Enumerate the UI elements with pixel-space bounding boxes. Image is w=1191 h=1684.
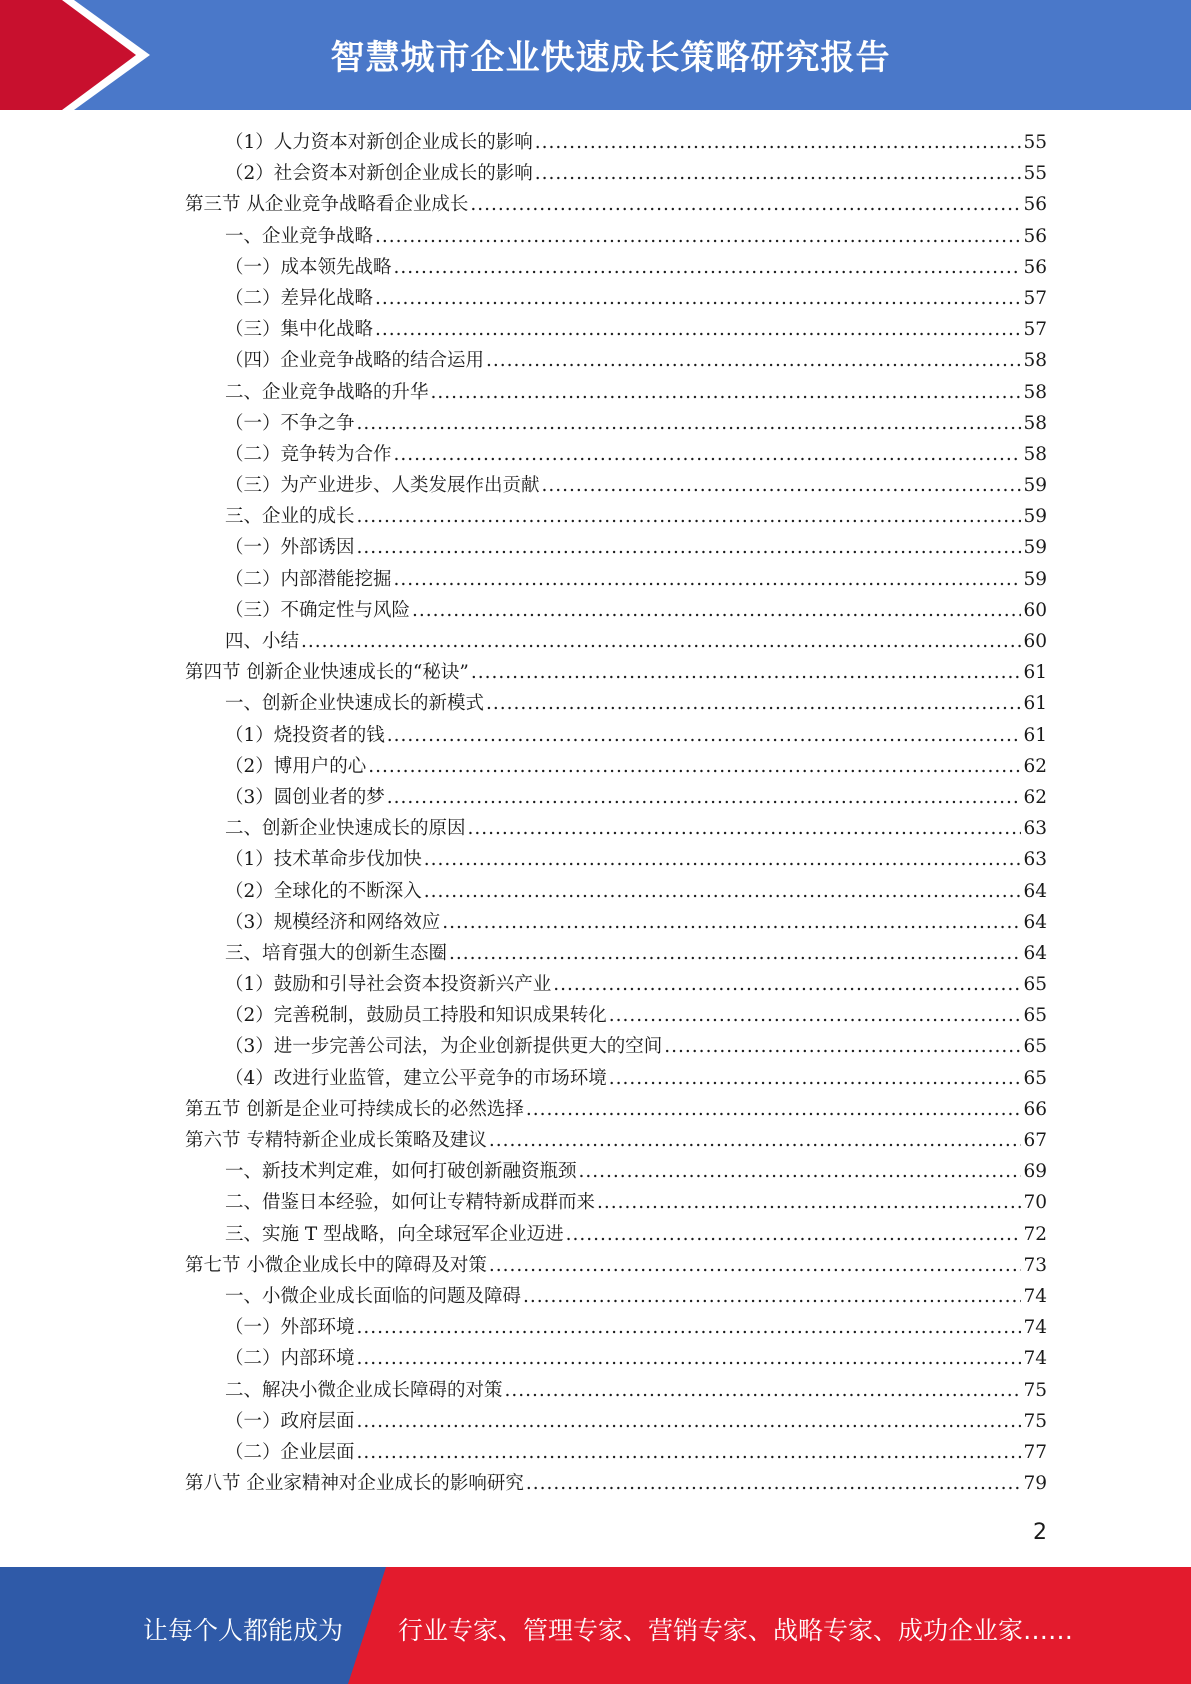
toc-entry-title: 第四节 创新企业快速成长的“秘诀” — [185, 662, 469, 684]
toc-leader-dots — [375, 319, 1021, 340]
toc-entry-page: 59 — [1023, 537, 1047, 559]
toc-entry-page: 61 — [1023, 693, 1047, 715]
toc-entry[interactable] — [185, 845, 1047, 876]
toc-entry[interactable] — [185, 596, 1047, 627]
footer-slogan-right: 行业专家、管理专家、营销专家、战略专家、成功企业家…… — [398, 1616, 1074, 1645]
toc-entry-page: 75 — [1023, 1410, 1047, 1432]
table-of-contents — [185, 128, 1047, 1500]
toc-entry-page: 61 — [1023, 724, 1047, 746]
toc-entry[interactable] — [185, 1313, 1047, 1344]
toc-entry-title: 二、解决小微企业成长障碍的对策 — [225, 1379, 503, 1401]
toc-entry-page: 74 — [1023, 1317, 1047, 1339]
toc-entry[interactable] — [185, 533, 1047, 564]
toc-entry-title: （二）内部潜能挖掘 — [225, 568, 392, 590]
page-number: 2 — [1033, 1520, 1047, 1545]
toc-entry-page: 56 — [1023, 225, 1047, 247]
toc-entry-title: （四）企业竞争战略的结合运用 — [225, 350, 485, 372]
toc-leader-dots — [542, 475, 1022, 496]
toc-entry-page: 65 — [1023, 974, 1047, 996]
toc-leader-dots — [301, 631, 1021, 652]
toc-entry[interactable] — [185, 378, 1047, 409]
toc-entry-page: 62 — [1023, 755, 1047, 777]
toc-entry-title: 第八节 企业家精神对企业成长的影响研究 — [185, 1473, 524, 1495]
toc-leader-dots — [535, 163, 1022, 184]
toc-entry-title: （一）政府层面 — [225, 1410, 355, 1432]
toc-leader-dots — [442, 912, 1021, 933]
toc-leader-dots — [368, 756, 1021, 777]
toc-entry[interactable] — [185, 1032, 1047, 1063]
toc-entry[interactable] — [185, 1376, 1047, 1407]
toc-entry[interactable] — [185, 627, 1047, 658]
toc-entry[interactable] — [185, 1001, 1047, 1032]
toc-entry[interactable] — [185, 1157, 1047, 1188]
toc-leader-dots — [470, 194, 1021, 215]
toc-entry-title: 四、小结 — [225, 631, 300, 652]
toc-entry[interactable] — [185, 159, 1047, 190]
toc-entry[interactable] — [185, 1251, 1047, 1282]
toc-leader-dots — [664, 1036, 1021, 1057]
toc-leader-dots — [505, 1380, 1022, 1401]
toc-entry-title: （二）企业层面 — [225, 1441, 355, 1463]
toc-leader-dots — [394, 444, 1022, 465]
toc-entry[interactable] — [185, 1095, 1047, 1126]
toc-entry-page: 58 — [1023, 381, 1047, 403]
toc-entry-page: 55 — [1023, 132, 1047, 153]
toc-entry-page: 60 — [1023, 599, 1047, 621]
toc-entry-page: 62 — [1023, 786, 1047, 808]
toc-entry-title: 一、小微企业成长面临的问题及障碍 — [225, 1285, 522, 1307]
toc-entry-page: 55 — [1023, 163, 1047, 185]
toc-entry[interactable] — [185, 658, 1047, 689]
toc-entry-page: 63 — [1023, 849, 1047, 871]
toc-entry[interactable] — [185, 1469, 1047, 1500]
toc-leader-dots — [449, 943, 1021, 964]
toc-entry-page: 72 — [1023, 1223, 1047, 1245]
toc-entry-title: 三、企业的成长 — [225, 506, 355, 528]
toc-entry-page: 64 — [1023, 942, 1047, 964]
toc-entry[interactable] — [185, 1188, 1047, 1219]
toc-leader-dots — [375, 288, 1021, 309]
toc-leader-dots — [553, 974, 1021, 995]
toc-leader-dots — [387, 725, 1022, 746]
toc-leader-dots — [526, 1473, 1022, 1494]
toc-leader-dots — [357, 1348, 1022, 1369]
toc-entry-title: （2）全球化的不断深入 — [225, 880, 422, 902]
toc-leader-dots — [468, 818, 1022, 839]
toc-entry[interactable] — [185, 346, 1047, 377]
toc-entry-page: 74 — [1023, 1348, 1047, 1370]
toc-leader-dots — [609, 1005, 1022, 1026]
toc-leader-dots — [357, 413, 1022, 434]
toc-entry-page: 75 — [1023, 1379, 1047, 1401]
toc-entry-title: （3）圆创业者的梦 — [225, 786, 385, 808]
toc-entry[interactable] — [185, 253, 1047, 284]
toc-entry-title: （二）差异化战略 — [225, 287, 374, 309]
toc-entry[interactable] — [185, 814, 1047, 845]
toc-entry[interactable] — [185, 1064, 1047, 1095]
toc-entry-title: （1）人力资本对新创企业成长的影响 — [225, 132, 533, 153]
toc-leader-dots — [431, 382, 1022, 403]
toc-entry-title: 二、创新企业快速成长的原因 — [225, 818, 466, 840]
toc-entry-title: （3）进一步完善公司法，为企业创新提供更大的空间 — [225, 1036, 663, 1058]
toc-leader-dots — [357, 1442, 1022, 1463]
page-header — [0, 0, 1191, 110]
toc-entry[interactable] — [185, 440, 1047, 471]
toc-entry[interactable] — [185, 315, 1047, 346]
toc-entry-title: （4）改进行业监管，建立公平竞争的市场环境 — [225, 1067, 607, 1089]
toc-entry[interactable] — [185, 908, 1047, 939]
toc-entry-title: （三）集中化战略 — [225, 319, 374, 341]
toc-leader-dots — [597, 1192, 1021, 1213]
toc-entry-title: 三、实施 T 型战略，向全球冠军企业迈进 — [225, 1223, 564, 1245]
toc-entry-page: 69 — [1023, 1161, 1047, 1183]
toc-entry-page: 58 — [1023, 350, 1047, 372]
toc-entry-title: 二、借鉴日本经验，如何让专精特新成群而来 — [225, 1192, 596, 1214]
toc-entry-page: 64 — [1023, 880, 1047, 902]
footer-slogan-left: 让每个人都能成为 — [143, 1616, 344, 1645]
toc-entry-page: 79 — [1023, 1473, 1047, 1495]
toc-entry-title: 第六节 专精特新企业成长策略及建议 — [185, 1130, 487, 1151]
toc-entry[interactable] — [185, 939, 1047, 970]
toc-leader-dots — [489, 1255, 1022, 1276]
toc-leader-dots — [394, 257, 1022, 278]
toc-entry-title: （1）烧投资者的钱 — [225, 724, 385, 746]
toc-leader-dots — [489, 1130, 1022, 1151]
toc-entry-title: （二）竞争转为合作 — [225, 443, 392, 465]
toc-leader-dots — [375, 226, 1021, 247]
toc-leader-dots — [357, 1317, 1022, 1338]
toc-entry-title: 一、创新企业快速成长的新模式 — [225, 693, 485, 715]
toc-leader-dots — [357, 537, 1022, 558]
toc-leader-dots — [412, 600, 1021, 621]
toc-entry[interactable] — [185, 565, 1047, 596]
toc-entry-page: 57 — [1023, 319, 1047, 341]
toc-entry-title: （2）完善税制，鼓励员工持股和知识成果转化 — [225, 1005, 607, 1027]
toc-entry-page: 57 — [1023, 287, 1047, 309]
toc-entry-page: 56 — [1023, 256, 1047, 278]
toc-entry[interactable] — [185, 1438, 1047, 1469]
toc-entry[interactable] — [185, 783, 1047, 814]
toc-entry-title: （3）规模经济和网络效应 — [225, 911, 441, 933]
toc-leader-dots — [424, 881, 1022, 902]
toc-entry[interactable] — [185, 752, 1047, 783]
toc-entry-title: 第三节 从企业竞争战略看企业成长 — [185, 194, 469, 216]
toc-entry-title: （1）技术革命步伐加快 — [225, 849, 422, 871]
toc-entry-title: 一、新技术判定难，如何打破创新融资瓶颈 — [225, 1161, 577, 1183]
toc-entry[interactable] — [185, 970, 1047, 1001]
toc-entry[interactable] — [185, 222, 1047, 253]
toc-entry[interactable] — [185, 1407, 1047, 1438]
toc-entry-title: （1）鼓励和引导社会资本投资新兴产业 — [225, 974, 552, 996]
toc-entry-title: （三）不确定性与风险 — [225, 599, 411, 621]
toc-entry-page: 65 — [1023, 1067, 1047, 1089]
toc-leader-dots — [609, 1068, 1022, 1089]
toc-leader-dots — [523, 1286, 1021, 1307]
toc-entry-page: 64 — [1023, 911, 1047, 933]
toc-entry[interactable] — [185, 409, 1047, 440]
toc-entry[interactable] — [185, 502, 1047, 533]
toc-entry-title: （三）为产业进步、人类发展作出贡献 — [225, 475, 540, 497]
toc-entry-title: （二）内部环境 — [225, 1348, 355, 1370]
toc-entry-page: 63 — [1023, 818, 1047, 840]
toc-entry-page: 59 — [1023, 475, 1047, 497]
toc-entry-title: 二、企业竞争战略的升华 — [225, 381, 429, 403]
toc-entry[interactable] — [185, 877, 1047, 908]
toc-entry-title: （2）博用户的心 — [225, 755, 367, 777]
toc-leader-dots — [566, 1224, 1022, 1245]
toc-entry-title: 一、企业竞争战略 — [225, 225, 374, 247]
toc-entry-page: 59 — [1023, 568, 1047, 590]
toc-entry[interactable] — [185, 190, 1047, 221]
toc-leader-dots — [486, 693, 1021, 714]
page-footer — [0, 1567, 1191, 1684]
toc-leader-dots — [357, 506, 1022, 527]
toc-entry-title: 第七节 小微企业成长中的障碍及对策 — [185, 1254, 487, 1276]
toc-leader-dots — [526, 1099, 1022, 1120]
toc-entry-page: 59 — [1023, 506, 1047, 528]
toc-entry[interactable] — [185, 689, 1047, 720]
toc-entry-page: 74 — [1023, 1285, 1047, 1307]
toc-entry-title: 三、培育强大的创新生态圈 — [225, 942, 448, 964]
toc-entry-page: 70 — [1023, 1192, 1047, 1214]
toc-entry-page: 58 — [1023, 412, 1047, 434]
toc-leader-dots — [394, 569, 1022, 590]
toc-entry-page: 61 — [1023, 662, 1047, 684]
toc-entry-page: 77 — [1023, 1441, 1047, 1463]
report-title: 智慧城市企业快速成长策略研究报告 — [330, 38, 891, 78]
toc-entry[interactable] — [185, 721, 1047, 752]
toc-entry-title: （一）外部诱因 — [225, 537, 355, 559]
toc-entry-page: 65 — [1023, 1005, 1047, 1027]
toc-leader-dots — [535, 132, 1022, 153]
toc-entry-title: （一）成本领先战略 — [225, 256, 392, 278]
toc-entry-page: 60 — [1023, 631, 1047, 652]
toc-entry-page: 73 — [1023, 1254, 1047, 1276]
toc-entry[interactable] — [185, 1126, 1047, 1157]
toc-entry[interactable] — [185, 1282, 1047, 1313]
toc-entry-page: 66 — [1023, 1098, 1047, 1120]
toc-entry[interactable] — [185, 1220, 1047, 1251]
toc-leader-dots — [579, 1161, 1022, 1182]
toc-entry-page: 58 — [1023, 443, 1047, 465]
toc-leader-dots — [387, 787, 1022, 808]
toc-entry-page: 67 — [1023, 1130, 1047, 1151]
toc-leader-dots — [471, 662, 1022, 683]
toc-entry-title: 第五节 创新是企业可持续成长的必然选择 — [185, 1098, 524, 1120]
toc-leader-dots — [424, 849, 1022, 870]
toc-entry-title: （2）社会资本对新创企业成长的影响 — [225, 163, 533, 185]
toc-leader-dots — [486, 350, 1021, 371]
toc-entry[interactable] — [185, 284, 1047, 315]
toc-entry-title: （一）不争之争 — [225, 412, 355, 434]
toc-entry-page: 56 — [1023, 194, 1047, 216]
toc-leader-dots — [357, 1411, 1022, 1432]
toc-entry[interactable] — [185, 471, 1047, 502]
toc-entry[interactable] — [185, 128, 1047, 159]
toc-entry-title: （一）外部环境 — [225, 1317, 355, 1339]
toc-entry-page: 65 — [1023, 1036, 1047, 1058]
toc-entry[interactable] — [185, 1344, 1047, 1375]
